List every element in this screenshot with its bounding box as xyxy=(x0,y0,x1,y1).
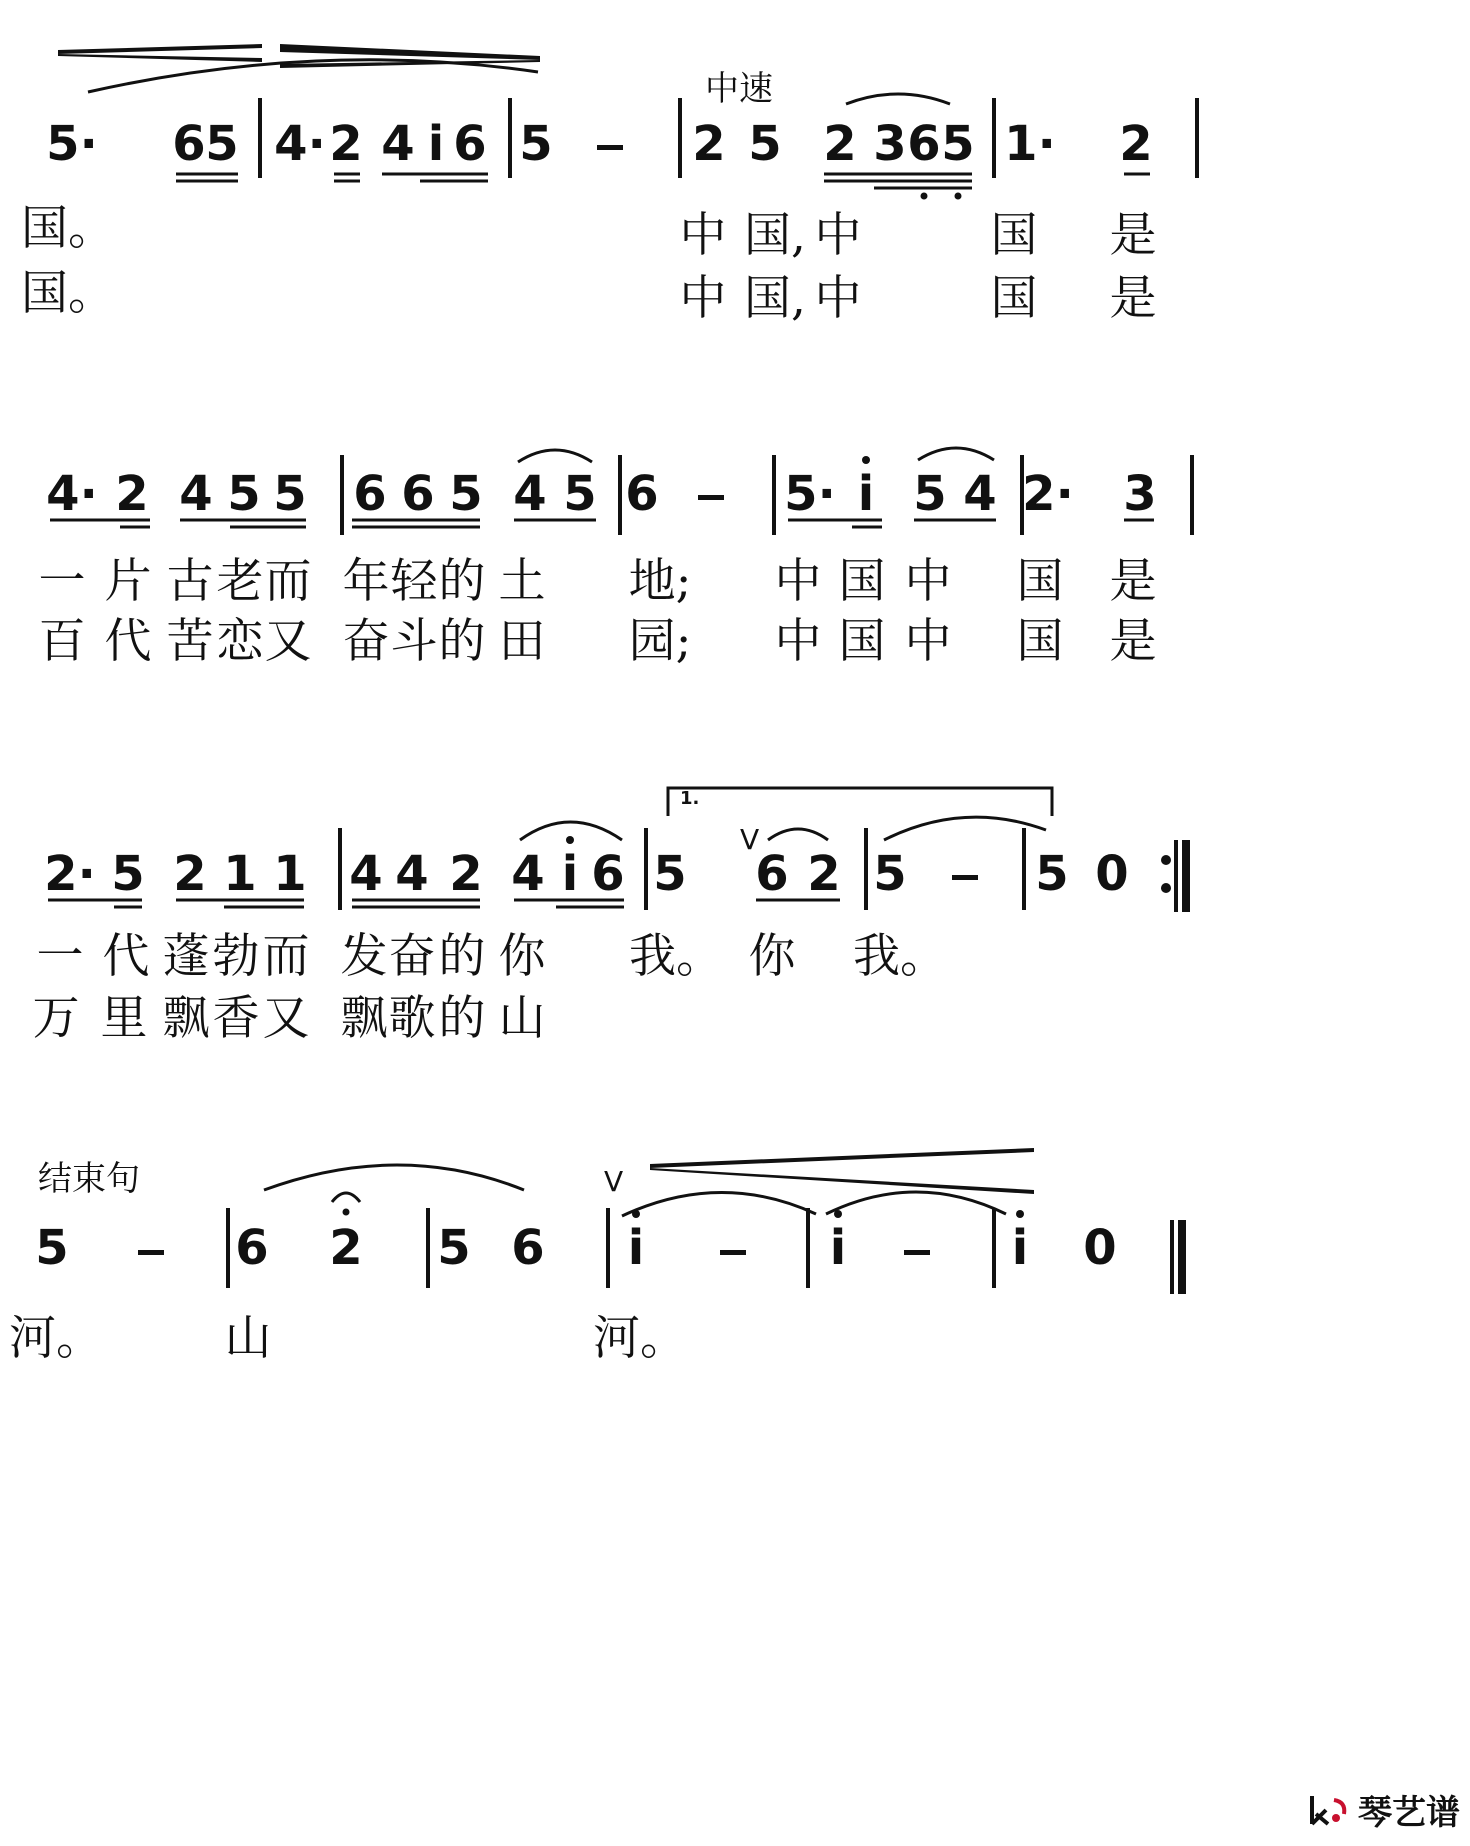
lyric: 国。 xyxy=(21,201,115,256)
note: 5 xyxy=(227,466,261,522)
dash xyxy=(698,495,724,500)
barline xyxy=(226,1208,230,1288)
lyric: 发 xyxy=(340,929,388,984)
note: 5 xyxy=(563,466,597,522)
barline xyxy=(1195,98,1199,178)
lyric: 飘 xyxy=(340,991,388,1046)
note: 1 xyxy=(273,846,307,902)
lyric: 中 xyxy=(774,614,822,669)
dash xyxy=(138,1250,164,1255)
lyric: 苦 xyxy=(166,614,214,669)
note: 2 xyxy=(449,846,483,902)
lyric: 老 xyxy=(216,554,264,609)
volta-bracket xyxy=(668,788,1052,816)
lyric: 轻 xyxy=(390,554,438,609)
lyric: 奋 xyxy=(342,614,390,669)
lyric: 国 xyxy=(838,554,886,609)
lyric: 是 xyxy=(1109,208,1157,263)
note: 4 xyxy=(511,846,545,902)
barline xyxy=(678,98,682,178)
lyric: 而 xyxy=(262,929,310,984)
lyric: 中 xyxy=(904,614,952,669)
barline xyxy=(806,1208,810,1288)
repeat-barline xyxy=(1161,840,1190,912)
lyric: 一 xyxy=(38,554,86,609)
volta-number: 1. xyxy=(680,788,700,809)
lyric: 中 xyxy=(814,271,862,326)
ending-label: 结束句 xyxy=(38,1159,140,1199)
lyric: 是 xyxy=(1109,554,1157,609)
note: 2 xyxy=(329,1220,363,1276)
brand-logo-text: 琴艺谱 xyxy=(1358,1793,1460,1833)
note: i xyxy=(857,466,875,522)
lyric: 中 xyxy=(814,208,862,263)
note: 4 xyxy=(179,466,213,522)
lyric: 我。 xyxy=(853,929,947,984)
barline xyxy=(864,828,868,910)
barline xyxy=(772,455,776,535)
note: 4· xyxy=(46,466,98,522)
note: 3 xyxy=(1123,466,1157,522)
tempo-marking: 中速 xyxy=(705,69,773,109)
lyric: 地; xyxy=(628,554,692,609)
lyric: 园; xyxy=(628,614,692,669)
lyric: 年 xyxy=(342,554,390,609)
barline xyxy=(508,98,512,178)
lyric: 的 xyxy=(438,991,486,1046)
note: 5 xyxy=(941,116,975,172)
note: 5· xyxy=(46,116,98,172)
note: 2 xyxy=(329,116,363,172)
lyric: 歌 xyxy=(388,991,436,1046)
note: 6 xyxy=(172,116,206,172)
note: 2 xyxy=(823,116,857,172)
lyric: 又 xyxy=(264,614,312,669)
lyric: 中 xyxy=(774,554,822,609)
note: 6 xyxy=(755,846,789,902)
note: 6 xyxy=(591,846,625,902)
barline xyxy=(992,1208,996,1288)
lyric: 你 xyxy=(748,929,796,984)
brand-logo xyxy=(1306,1785,1460,1834)
note: 2· xyxy=(1022,466,1074,522)
lyric: 的 xyxy=(438,929,486,984)
note: 0 xyxy=(1095,846,1129,902)
lyric: 一 xyxy=(36,929,84,984)
barline xyxy=(644,828,648,910)
lyric: 的 xyxy=(438,554,486,609)
final-barline xyxy=(1170,1220,1186,1294)
lyric: 国 xyxy=(990,271,1038,326)
barline xyxy=(338,828,342,910)
barline xyxy=(992,98,996,178)
note: 5 xyxy=(873,846,907,902)
note: 2 xyxy=(1119,116,1153,172)
lyric: 国 xyxy=(838,614,886,669)
lyric: 中 xyxy=(679,271,727,326)
lyric: 里 xyxy=(100,991,148,1046)
note: 5· xyxy=(784,466,836,522)
lyric: 中 xyxy=(679,208,727,263)
note: 2· xyxy=(44,846,96,902)
lyric: 片 xyxy=(104,554,152,609)
note: 1 xyxy=(223,846,257,902)
barline xyxy=(258,98,262,178)
note: 6 xyxy=(453,116,487,172)
lyric: 的 xyxy=(438,614,486,669)
lyric: 国, xyxy=(744,271,806,326)
breath-mark: V xyxy=(604,1165,624,1198)
note: 5 xyxy=(913,466,947,522)
lyric: 古 xyxy=(166,554,214,609)
note: 2 xyxy=(115,466,149,522)
lyric: 山 xyxy=(224,1311,272,1366)
lyric: 是 xyxy=(1109,271,1157,326)
note: 5 xyxy=(111,846,145,902)
note: 5 xyxy=(748,116,782,172)
lyric: 勃 xyxy=(212,929,260,984)
note: 4· xyxy=(274,116,326,172)
note: 6 xyxy=(401,466,435,522)
note: 6 xyxy=(907,116,941,172)
brand-logo-icon xyxy=(1306,1790,1352,1830)
note: i xyxy=(829,1220,847,1276)
lyric: 斗 xyxy=(390,614,438,669)
dash xyxy=(952,875,978,880)
lyric: 代 xyxy=(104,614,152,669)
barline xyxy=(1022,828,1026,910)
octave-dots xyxy=(340,193,1025,1219)
note: 6 xyxy=(625,466,659,522)
lyric: 国, xyxy=(744,208,806,263)
fermata xyxy=(332,1193,360,1202)
lyric: 土 xyxy=(498,554,546,609)
note: 3 xyxy=(873,116,907,172)
underlines xyxy=(48,174,1157,907)
note: 6 xyxy=(235,1220,269,1276)
lyric: 奋 xyxy=(388,929,436,984)
note: 4 xyxy=(963,466,997,522)
note: i xyxy=(427,116,445,172)
lyric: 而 xyxy=(264,554,312,609)
lyric: 国。 xyxy=(21,266,115,321)
note: 5 xyxy=(1035,846,1069,902)
lyric: 田 xyxy=(498,614,546,669)
note: 5 xyxy=(437,1220,471,1276)
lyric: 香 xyxy=(212,991,260,1046)
lyric: 河。 xyxy=(593,1311,687,1366)
note: 4 xyxy=(395,846,429,902)
note: 5 xyxy=(273,466,307,522)
lyric: 国 xyxy=(990,208,1038,263)
lyric: 你 xyxy=(498,929,546,984)
dash xyxy=(904,1250,930,1255)
lyric: 又 xyxy=(262,991,310,1046)
note: 6 xyxy=(511,1220,545,1276)
note: 5 xyxy=(449,466,483,522)
lyric: 国 xyxy=(1016,554,1064,609)
lyric: 恋 xyxy=(216,614,264,669)
note: 6 xyxy=(353,466,387,522)
dash xyxy=(597,145,623,150)
note: i xyxy=(561,846,579,902)
barline xyxy=(618,455,622,535)
lyric: 是 xyxy=(1109,614,1157,669)
note: 5 xyxy=(519,116,553,172)
dash xyxy=(720,1250,746,1255)
note: i xyxy=(1011,1220,1029,1276)
note: 0 xyxy=(1083,1220,1117,1276)
lyric: 飘 xyxy=(162,991,210,1046)
lyric: 百 xyxy=(38,614,86,669)
breath-mark: V xyxy=(740,823,760,856)
lyric: 国 xyxy=(1016,614,1064,669)
barline xyxy=(340,455,344,535)
lyric: 我。 xyxy=(629,929,723,984)
lyric: 蓬 xyxy=(162,929,210,984)
lyric: 中 xyxy=(904,554,952,609)
note: 4 xyxy=(349,846,383,902)
note: 2 xyxy=(692,116,726,172)
lyric: 河。 xyxy=(9,1311,103,1366)
lyric: 山 xyxy=(498,991,546,1046)
barline xyxy=(606,1208,610,1288)
note: 4 xyxy=(513,466,547,522)
note: 5 xyxy=(205,116,239,172)
barline xyxy=(426,1208,430,1288)
note: 4 xyxy=(381,116,415,172)
note: 1· xyxy=(1004,116,1056,172)
note: i xyxy=(627,1220,645,1276)
lyric: 万 xyxy=(32,991,80,1046)
note: 2 xyxy=(807,846,841,902)
note: 5 xyxy=(35,1220,69,1276)
note: 2 xyxy=(173,846,207,902)
barline xyxy=(1190,455,1194,535)
lyric: 代 xyxy=(102,929,150,984)
note: 5 xyxy=(653,846,687,902)
